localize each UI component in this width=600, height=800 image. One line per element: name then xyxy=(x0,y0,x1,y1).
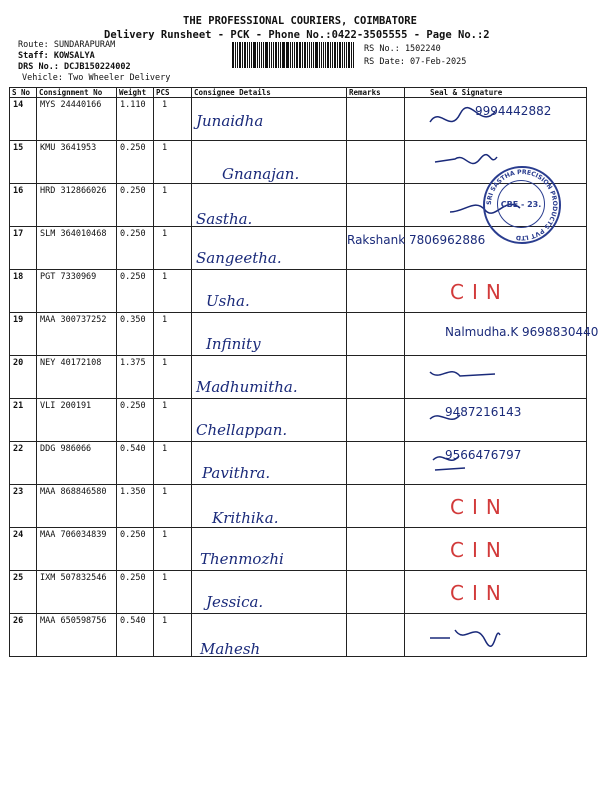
signature-handwriting: 9566476797 xyxy=(445,448,522,462)
remarks-cell xyxy=(347,184,405,227)
column-header-signature: Seal & Signature xyxy=(405,88,587,98)
serial-number-cell: 23 xyxy=(10,485,37,528)
svg-text:SRI SASTHA PRECISION PRODUCTS: SRI SASTHA PRECISION PRODUCTS PVT LTD xyxy=(485,168,559,242)
weight-cell: 0.250 xyxy=(117,184,154,227)
table-row xyxy=(10,442,587,485)
consignee-cell xyxy=(192,571,347,614)
signature-scribble-icon xyxy=(425,448,505,478)
table-row xyxy=(10,98,587,141)
weight-cell: 0.250 xyxy=(117,399,154,442)
remarks-cell xyxy=(347,442,405,485)
consignee-cell xyxy=(192,442,347,485)
signature-cell xyxy=(405,528,587,571)
table-row xyxy=(10,614,587,657)
consignee-cell xyxy=(192,184,347,227)
signature-scribble-icon xyxy=(425,405,505,435)
signature-cell xyxy=(405,571,587,614)
signature-cell xyxy=(405,270,587,313)
column-header-pcs: PCS xyxy=(154,88,192,98)
remarks-cell xyxy=(347,98,405,141)
consignee-cell xyxy=(192,141,347,184)
cin-mark: CIN xyxy=(450,495,509,519)
consignee-cell xyxy=(192,227,347,270)
pcs-cell: 1 xyxy=(154,614,192,657)
serial-number-cell: 25 xyxy=(10,571,37,614)
consignment-number-cell: NEY 40172108 xyxy=(37,356,117,399)
consignee-handwritten-name: Sangeetha. xyxy=(196,249,282,267)
pcs-cell: 1 xyxy=(154,485,192,528)
serial-number-cell: 26 xyxy=(10,614,37,657)
consignment-number-cell: DDG 986066 xyxy=(37,442,117,485)
document-title: THE PROFESSIONAL COURIERS, COIMBATORE xyxy=(183,15,417,27)
pcs-cell: 1 xyxy=(154,98,192,141)
drs-number: DRS No.: DCJB150224002 xyxy=(18,62,131,72)
consignment-number-cell: SLM 364010468 xyxy=(37,227,117,270)
consignee-handwritten-name: Thenmozhi xyxy=(200,550,284,568)
consignment-number-cell: VLI 200191 xyxy=(37,399,117,442)
pcs-cell: 1 xyxy=(154,399,192,442)
remarks-cell xyxy=(347,614,405,657)
consignee-handwritten-name: Sastha. xyxy=(196,210,253,228)
rs-date: RS Date: 07-Feb-2025 xyxy=(364,57,467,67)
table-row xyxy=(10,399,587,442)
pcs-cell: 1 xyxy=(154,442,192,485)
pcs-cell: 1 xyxy=(154,356,192,399)
signature-cell xyxy=(405,98,587,141)
consignee-handwritten-name: Jessica. xyxy=(206,593,264,611)
consignment-number-cell: MAA 300737252 xyxy=(37,313,117,356)
consignment-number-cell: MYS 24440166 xyxy=(37,98,117,141)
weight-cell: 1.375 xyxy=(117,356,154,399)
consignee-handwritten-name: Krithika. xyxy=(212,509,279,527)
barcode-image xyxy=(232,42,355,68)
remarks-cell xyxy=(347,485,405,528)
vehicle-label: Vehicle: Two Wheeler Delivery xyxy=(22,73,171,83)
remarks-cell xyxy=(347,313,405,356)
consignee-cell xyxy=(192,485,347,528)
serial-number-cell: 14 xyxy=(10,98,37,141)
weight-cell: 0.250 xyxy=(117,528,154,571)
cin-mark: CIN xyxy=(450,581,509,605)
consignee-cell xyxy=(192,614,347,657)
cin-mark: CIN xyxy=(450,538,509,562)
serial-number-cell: 18 xyxy=(10,270,37,313)
company-seal-stamp xyxy=(483,166,561,244)
pcs-cell: 1 xyxy=(154,313,192,356)
signature-handwriting: 9487216143 xyxy=(445,405,522,419)
weight-cell: 1.110 xyxy=(117,98,154,141)
consignee-handwritten-name: Pavithra. xyxy=(202,464,271,482)
column-header-remarks: Remarks xyxy=(347,88,405,98)
consignee-cell xyxy=(192,98,347,141)
table-row xyxy=(10,528,587,571)
weight-cell: 0.250 xyxy=(117,270,154,313)
consignment-number-cell: MAA 868846580 xyxy=(37,485,117,528)
consignment-number-cell: KMU 3641953 xyxy=(37,141,117,184)
serial-number-cell: 24 xyxy=(10,528,37,571)
serial-number-cell: 20 xyxy=(10,356,37,399)
signature-cell xyxy=(405,614,587,657)
serial-number-cell: 16 xyxy=(10,184,37,227)
signature-handwriting: Nalmudha.K 9698830440 xyxy=(445,325,599,339)
remarks-cell xyxy=(347,528,405,571)
signature-cell xyxy=(405,356,587,399)
table-row xyxy=(10,270,587,313)
weight-cell: 0.540 xyxy=(117,614,154,657)
seal-center-text: CBE - 23. xyxy=(497,180,545,228)
table-row xyxy=(10,313,587,356)
table-row xyxy=(10,356,587,399)
weight-cell: 0.350 xyxy=(117,313,154,356)
consignee-handwritten-name: Gnanajan. xyxy=(222,165,300,183)
table-row xyxy=(10,571,587,614)
signature-cell xyxy=(405,485,587,528)
consignee-cell xyxy=(192,528,347,571)
pcs-cell: 1 xyxy=(154,227,192,270)
consignment-number-cell: PGT 7330969 xyxy=(37,270,117,313)
consignee-handwritten-name: Infinity xyxy=(206,335,261,353)
cin-mark: CIN xyxy=(450,280,509,304)
consignee-handwritten-name: Madhumitha. xyxy=(196,378,298,396)
remarks-cell xyxy=(347,356,405,399)
consignment-number-cell: HRD 312866026 xyxy=(37,184,117,227)
route-label: Route: SUNDARAPURAM xyxy=(18,40,116,50)
column-header-consignment: Consignment No xyxy=(37,88,117,98)
column-header-consignee: Consignee Details xyxy=(192,88,347,98)
signature-cell xyxy=(405,442,587,485)
consignee-cell xyxy=(192,399,347,442)
serial-number-cell: 21 xyxy=(10,399,37,442)
weight-cell: 0.250 xyxy=(117,141,154,184)
remarks-cell xyxy=(347,270,405,313)
consignee-handwritten-name: Chellappan. xyxy=(196,421,288,439)
signature-scribble-icon xyxy=(425,104,505,134)
weight-cell: 0.250 xyxy=(117,571,154,614)
consignee-handwritten-name: Mahesh xyxy=(200,640,261,658)
remarks-cell xyxy=(347,571,405,614)
signature-handwriting: 9994442882 xyxy=(475,104,552,118)
pcs-cell: 1 xyxy=(154,270,192,313)
pcs-cell: 1 xyxy=(154,184,192,227)
pcs-cell: 1 xyxy=(154,571,192,614)
consignee-cell xyxy=(192,270,347,313)
serial-number-cell: 19 xyxy=(10,313,37,356)
remarks-cell xyxy=(347,399,405,442)
signature-scribble-icon xyxy=(425,620,505,650)
consignment-number-cell: MAA 650598756 xyxy=(37,614,117,657)
consignee-cell xyxy=(192,356,347,399)
staff-label: Staff: KOWSALYA xyxy=(18,51,95,61)
pcs-cell: 1 xyxy=(154,141,192,184)
rs-number: RS No.: 1502240 xyxy=(364,44,441,54)
serial-number-cell: 22 xyxy=(10,442,37,485)
serial-number-cell: 15 xyxy=(10,141,37,184)
runsheet-subtitle: Delivery Runsheet - PCK - Phone No.:0422-3505555 - Page No.:2 xyxy=(104,29,490,41)
weight-cell: 0.540 xyxy=(117,442,154,485)
column-header-weight: Weight xyxy=(117,88,154,98)
consignment-number-cell: MAA 706034839 xyxy=(37,528,117,571)
consignee-handwritten-name: Usha. xyxy=(206,292,250,310)
serial-number-cell: 17 xyxy=(10,227,37,270)
column-header-sno: S No xyxy=(10,88,37,98)
consignment-number-cell: IXM 507832546 xyxy=(37,571,117,614)
signature-cell xyxy=(405,313,599,356)
signature-scribble-icon xyxy=(425,362,505,392)
weight-cell: 1.350 xyxy=(117,485,154,528)
signature-cell xyxy=(405,399,587,442)
remarks-cell xyxy=(347,141,405,184)
consignee-handwritten-name: Junaidha xyxy=(196,112,264,130)
table-row xyxy=(10,485,587,528)
consignee-cell xyxy=(192,313,347,356)
signature-handwriting: Rakshank 7806962886 xyxy=(347,233,486,247)
table-header-row xyxy=(10,88,587,98)
weight-cell: 0.250 xyxy=(117,227,154,270)
pcs-cell: 1 xyxy=(154,528,192,571)
